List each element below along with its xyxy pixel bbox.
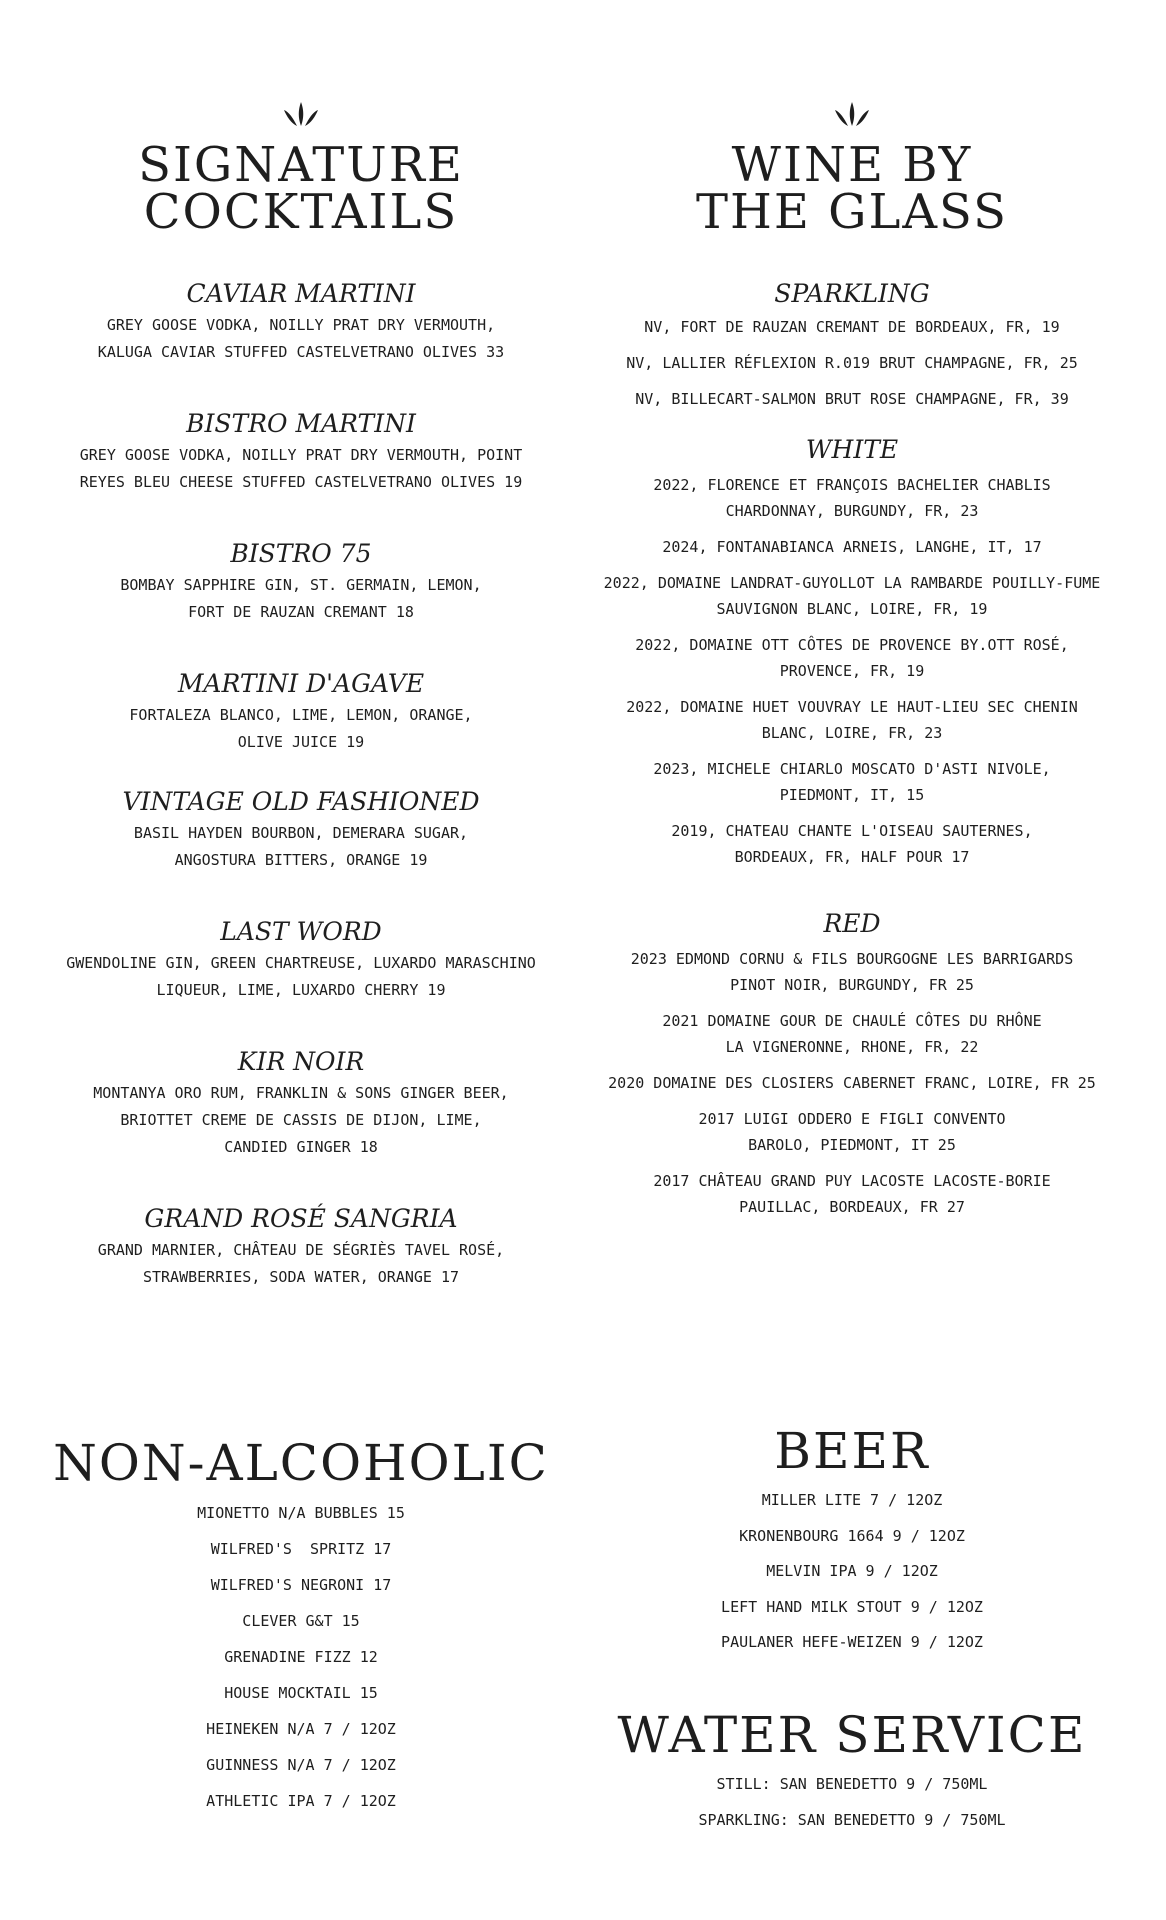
cocktail-description: MONTANYA ORO RUM, FRANKLIN & SONS GINGER BEER, BRIOTTET CREME DE CASSIS DE DIJON, LIME, CANDIED GINGER 18: [93, 1084, 509, 1156]
cocktail-name: LAST WORD: [220, 917, 382, 946]
wine-item: 2020 DOMAINE DES CLOSIERS CABERNET FRANC, LOIRE, FR 25: [608, 1074, 1096, 1092]
wine-item: NV, FORT DE RAUZAN CREMANT DE BORDEAUX, FR, 19: [644, 318, 1060, 336]
water-title: WATER SERVICE: [617, 1706, 1087, 1764]
wine-item: 2017 LUIGI ODDERO E FIGLI CONVENTO BAROLO, PIEDMONT, IT 25: [698, 1110, 1006, 1154]
wine-item: 2023, MICHELE CHIARLO MOSCATO D'ASTI NIVOLE, PIEDMONT, IT, 15: [653, 760, 1051, 804]
water-section: [600, 1706, 1104, 1838]
sparkling-heading: SPARKLING: [774, 279, 930, 308]
cocktail-item: [50, 408, 552, 496]
cocktail-name: MARTINI D'AGAVE: [177, 669, 425, 698]
cocktail-item: [50, 538, 552, 626]
wine-item: 2022, DOMAINE LANDRAT-GUYOLLOT LA RAMBARDE POUILLY-FUME SAUVIGNON BLANC, LOIRE, FR, 19: [603, 574, 1101, 618]
wine-item: 2023 EDMOND CORNU & FILS BOURGOGNE LES BARRIGARDS PINOT NOIR, BURGUNDY, FR 25: [630, 950, 1074, 994]
cocktail-name: CAVIAR MARTINI: [186, 279, 416, 308]
non-alcoholic-item: CLEVER G&T 15: [242, 1612, 360, 1630]
wine-item: 2019, CHATEAU CHANTE L'OISEAU SAUTERNES, BORDEAUX, FR, HALF POUR 17: [671, 822, 1033, 866]
wine-item: 2022, FLORENCE ET FRANÇOIS BACHELIER CHABLIS CHARDONNAY, BURGUNDY, FR, 23: [653, 476, 1051, 520]
wine-white: [600, 434, 1104, 870]
non-alcoholic-item: ATHLETIC IPA 7 / 12OZ: [206, 1792, 396, 1810]
wine-item: 2022, DOMAINE HUET VOUVRAY LE HAUT-LIEU SEC CHENIN BLANC, LOIRE, FR, 23: [626, 698, 1078, 742]
cocktail-list: [50, 278, 552, 1291]
water-item: STILL: SAN BENEDETTO 9 / 750ML: [716, 1775, 988, 1793]
beer-item: MELVIN IPA 9 / 12OZ: [766, 1562, 938, 1580]
cocktails-section: [50, 98, 552, 1291]
cocktail-description: BOMBAY SAPPHIRE GIN, ST. GERMAIN, LEMON, FORT DE RAUZAN CREMANT 18: [120, 576, 482, 621]
wine-item: NV, LALLIER RÉFLEXION R.019 BRUT CHAMPAGNE, FR, 25: [626, 354, 1078, 372]
white-heading: WHITE: [805, 435, 899, 464]
wine-item: 2021 DOMAINE GOUR DE CHAULÉ CÔTES DU RHÔNE LA VIGNERONNE, RHONE, FR, 22: [662, 1012, 1042, 1056]
cocktail-description: GWENDOLINE GIN, GREEN CHARTREUSE, LUXARDO MARASCHINO LIQUEUR, LIME, LUXARDO CHERRY 19: [66, 954, 536, 999]
non-alcoholic-item: HOUSE MOCKTAIL 15: [224, 1684, 378, 1702]
wine-item: 2024, FONTANABIANCA ARNEIS, LANGHE, IT, 17: [662, 538, 1042, 556]
cocktail-name: BISTRO 75: [230, 539, 372, 568]
white-list: [600, 472, 1104, 870]
cocktail-name: BISTRO MARTINI: [186, 409, 416, 438]
cocktail-item: [50, 668, 552, 756]
non-alcoholic-item: HEINEKEN N/A 7 / 12OZ: [206, 1720, 396, 1738]
wine-item: 2017 CHÂTEAU GRAND PUY LACOSTE LACOSTE-BORIE PAUILLAC, BORDEAUX, FR 27: [653, 1172, 1051, 1216]
cocktail-item: [50, 1046, 552, 1161]
cocktail-description: GREY GOOSE VODKA, NOILLY PRAT DRY VERMOUTH, KALUGA CAVIAR STUFFED CASTELVETRANO OLIVES 33: [97, 316, 505, 361]
non-alcoholic-list: [50, 1495, 552, 1819]
non-alcoholic-item: WILFRED'S NEGRONI 17: [210, 1576, 392, 1594]
beer-item: PAULANER HEFE-WEIZEN 9 / 12OZ: [721, 1633, 983, 1651]
flourish-ornament-icon: [281, 98, 321, 130]
non-alcoholic-item: MIONETTO N/A BUBBLES 15: [197, 1504, 405, 1522]
water-list: [600, 1767, 1104, 1838]
cocktail-item: [50, 1203, 552, 1291]
wine-section: [600, 98, 1104, 1220]
cocktail-description: BASIL HAYDEN BOURBON, DEMERARA SUGAR, ANGOSTURA BITTERS, ORANGE 19: [133, 824, 469, 869]
cocktail-description: GREY GOOSE VODKA, NOILLY PRAT DRY VERMOUTH, POINT REYES BLEU CHEESE STUFFED CASTELVETRANO OLIVES 19: [79, 446, 523, 491]
beer-list: [600, 1483, 1104, 1661]
non-alcoholic-item: GRENADINE FIZZ 12: [224, 1648, 378, 1666]
cocktails-title: SIGNATURE COCKTAILS: [138, 137, 464, 240]
non-alcoholic-item: GUINNESS N/A 7 / 12OZ: [206, 1756, 396, 1774]
wine-title: WINE BY THE GLASS: [696, 137, 1008, 240]
cocktail-name: KIR NOIR: [237, 1047, 365, 1076]
water-item: SPARKLING: SAN BENEDETTO 9 / 750ML: [698, 1810, 1006, 1829]
cocktail-description: GRAND MARNIER, CHÂTEAU DE SÉGRIÈS TAVEL ROSÉ, STRAWBERRIES, SODA WATER, ORANGE 17: [97, 1241, 505, 1286]
red-heading: RED: [823, 909, 881, 938]
cocktail-description: FORTALEZA BLANCO, LIME, LEMON, ORANGE, OLIVE JUICE 19: [129, 706, 473, 751]
flourish-ornament-icon: [832, 98, 872, 130]
cocktail-name: GRAND ROSÉ SANGRIA: [144, 1204, 458, 1233]
wine-item: 2022, DOMAINE OTT CÔTES DE PROVENCE BY.OTT ROSÉ, PROVENCE, FR, 19: [635, 636, 1069, 680]
beer-section: [600, 1422, 1104, 1661]
wine-red: [600, 908, 1104, 1220]
non-alcoholic-item: WILFRED'S SPRITZ 17: [210, 1540, 392, 1558]
cocktail-item: [50, 786, 552, 874]
wine-sparkling: [600, 278, 1104, 412]
beer-item: MILLER LITE 7 / 12OZ: [761, 1491, 943, 1509]
wine-item: NV, BILLECART-SALMON BRUT ROSE CHAMPAGNE, FR, 39: [635, 390, 1069, 408]
cocktail-item: [50, 916, 552, 1004]
beer-item: KRONENBOURG 1664 9 / 12OZ: [739, 1526, 965, 1545]
non-alcoholic-section: [50, 1434, 552, 1819]
non-alcoholic-title: NON-ALCOHOLIC: [53, 1434, 549, 1492]
sparkling-list: [600, 314, 1104, 412]
cocktail-item: [50, 278, 552, 366]
cocktail-name: VINTAGE OLD FASHIONED: [122, 787, 480, 816]
beer-title: BEER: [774, 1422, 930, 1480]
red-list: [600, 946, 1104, 1220]
beer-item: LEFT HAND MILK STOUT 9 / 12OZ: [721, 1597, 983, 1616]
